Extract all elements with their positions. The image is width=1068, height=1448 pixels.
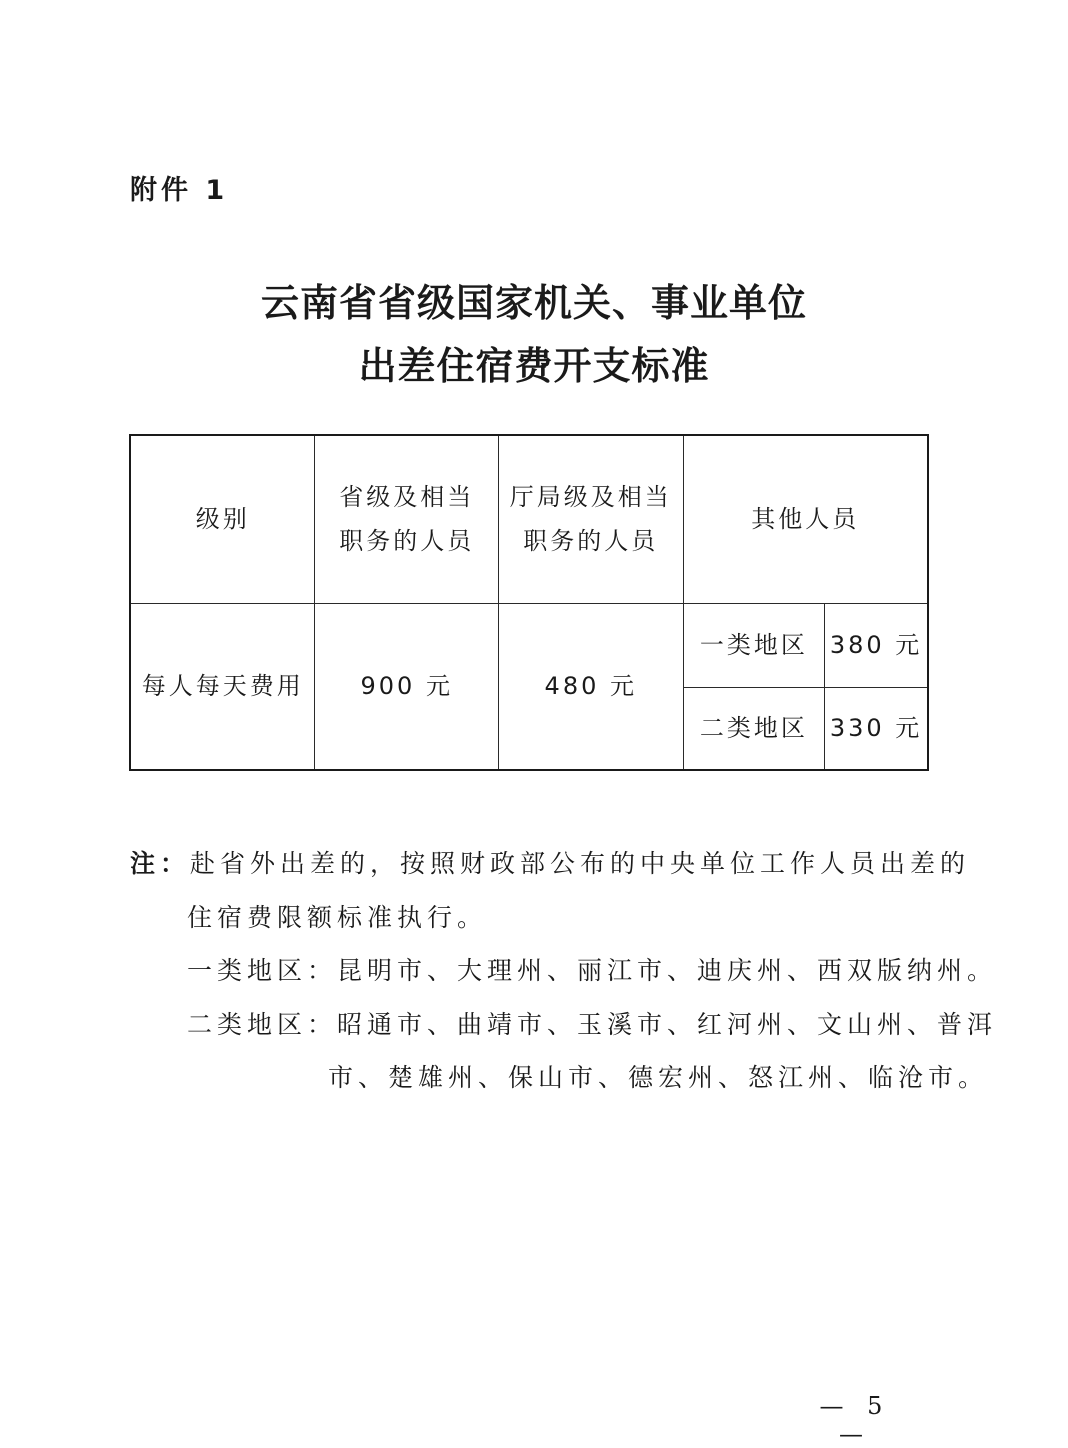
accommodation-standard-table xyxy=(129,434,929,771)
note-line-2: 住宿费限额标准执行。 xyxy=(187,903,488,932)
header-others xyxy=(683,435,928,603)
note-line-1 xyxy=(130,844,970,880)
note-text-1: 赴省外出差的，按照财政部公布的中央单位工作人员出差的 xyxy=(190,849,971,878)
note-region2 xyxy=(187,1005,997,1041)
region2-name: 二类地区 xyxy=(683,687,825,770)
region1-name: 一类地区 xyxy=(683,603,825,687)
bureau-fee: 480 元 xyxy=(499,603,684,770)
header-level-text: 级别 xyxy=(195,505,250,534)
table-header-row xyxy=(130,435,928,603)
row-label-daily-fee: 每人每天费用 xyxy=(130,603,315,770)
header-bureau-line-1: 厅局级及相当 xyxy=(509,483,672,512)
provincial-fee: 900 元 xyxy=(315,603,499,770)
header-level xyxy=(130,435,315,603)
note-label: 注： xyxy=(130,849,191,878)
note-region1 xyxy=(187,951,997,987)
note-region2-label: 二类地区： xyxy=(187,1010,338,1039)
region1-fee: 380 元 xyxy=(825,603,928,687)
header-bureau xyxy=(499,435,684,603)
region2-fee: 330 元 xyxy=(825,687,928,770)
document-title-line-2: 出差住宿费开支标准 xyxy=(358,343,710,388)
header-provincial xyxy=(315,435,499,603)
note-region1-label: 一类地区： xyxy=(187,956,338,985)
header-provincial-line-1: 省级及相当 xyxy=(339,483,475,512)
page-number: — 5 — xyxy=(819,1392,891,1448)
note-region2-list-line-1: 昭通市、曲靖市、玉溪市、红河州、文山州、普洱 xyxy=(337,1010,998,1039)
header-provincial-line-2: 职务的人员 xyxy=(339,527,475,556)
header-others-text: 其他人员 xyxy=(751,505,860,534)
annex-label: 附件 1 xyxy=(130,175,229,206)
header-bureau-line-2: 职务的人员 xyxy=(523,527,659,556)
table-row xyxy=(130,603,928,687)
document-title-line-1: 云南省省级国家机关、事业单位 xyxy=(260,280,807,325)
note-region2-list-line-2: 市、楚雄州、保山市、德宏州、怒江州、临沧市。 xyxy=(328,1063,989,1092)
note-region1-list: 昆明市、大理州、丽江市、迪庆州、西双版纳州。 xyxy=(337,956,998,985)
